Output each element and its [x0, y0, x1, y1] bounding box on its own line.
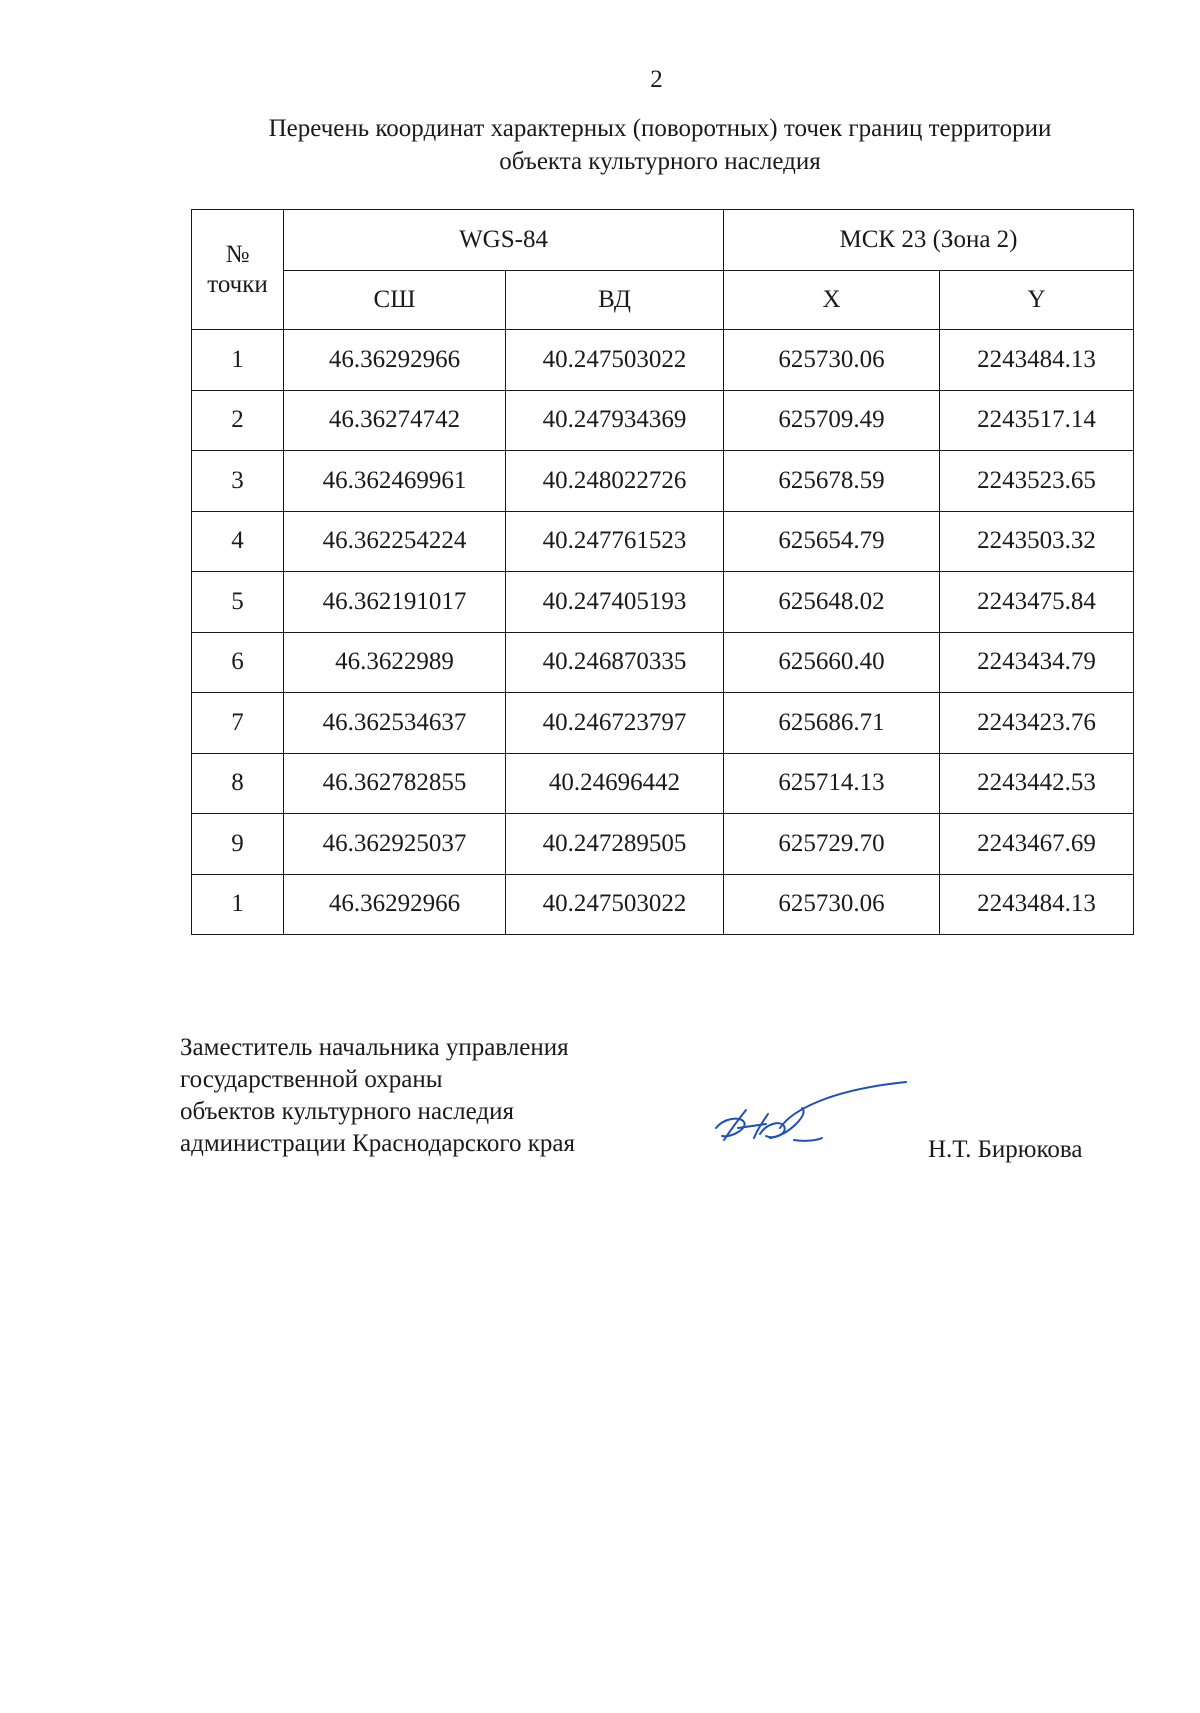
point-number-cell: 3: [192, 451, 284, 512]
x-cell: 625729.70: [724, 814, 940, 875]
table-row: [192, 511, 1134, 572]
y-cell: 2243523.65: [940, 451, 1134, 512]
x-cell: 625714.13: [724, 753, 940, 814]
point-number-cell: 4: [192, 511, 284, 572]
y-cell: 2243484.13: [940, 330, 1134, 391]
table-row: [192, 330, 1134, 391]
point-number-header: [192, 210, 284, 330]
x-cell: 625730.06: [724, 874, 940, 935]
latitude-cell: 46.362782855: [284, 753, 506, 814]
table-row: [192, 632, 1134, 693]
longitude-cell: 40.247405193: [506, 572, 724, 633]
y-cell: 2243503.32: [940, 511, 1134, 572]
x-cell: 625678.59: [724, 451, 940, 512]
latitude-header: СШ: [284, 271, 506, 330]
longitude-cell: 40.246870335: [506, 632, 724, 693]
x-cell: 625730.06: [724, 330, 940, 391]
table-row: [192, 390, 1134, 451]
point-number-cell: 8: [192, 753, 284, 814]
table-row: [192, 693, 1134, 754]
signatory-name: Н.Т. Бирюкова: [928, 1136, 1083, 1163]
longitude-header: ВД: [506, 271, 724, 330]
latitude-cell: 46.36292966: [284, 330, 506, 391]
signatory-position-line-1: Заместитель начальника управления: [180, 1034, 569, 1061]
wgs84-group-header: WGS-84: [284, 210, 724, 271]
page-number: 2: [650, 66, 663, 93]
longitude-cell: 40.247503022: [506, 874, 724, 935]
table-row: [192, 753, 1134, 814]
y-cell: 2243467.69: [940, 814, 1134, 875]
point-number-cell: 1: [192, 330, 284, 391]
table-row: [192, 814, 1134, 875]
point-number-cell: 5: [192, 572, 284, 633]
table-header-row: [192, 210, 1134, 271]
document-title-line-2: объекта культурного наследия: [499, 148, 821, 175]
point-number-cell: 2: [192, 390, 284, 451]
table-subheader-row: [192, 271, 1134, 330]
x-cell: 625660.40: [724, 632, 940, 693]
y-cell: 2243517.14: [940, 390, 1134, 451]
latitude-cell: 46.36274742: [284, 390, 506, 451]
latitude-cell: 46.362469961: [284, 451, 506, 512]
longitude-cell: 40.247934369: [506, 390, 724, 451]
coordinates-table: [191, 209, 1134, 935]
y-cell: 2243423.76: [940, 693, 1134, 754]
point-number-header-line-1: №: [225, 240, 250, 268]
y-cell: 2243475.84: [940, 572, 1134, 633]
document-title: [160, 112, 1160, 178]
signatory-position-line-4: администрации Краснодарского края: [180, 1130, 576, 1157]
longitude-cell: 40.247289505: [506, 814, 724, 875]
latitude-cell: 46.3622989: [284, 632, 506, 693]
latitude-cell: 46.362534637: [284, 693, 506, 754]
latitude-cell: 46.362925037: [284, 814, 506, 875]
longitude-cell: 40.246723797: [506, 693, 724, 754]
point-number-cell: 9: [192, 814, 284, 875]
x-cell: 625709.49: [724, 390, 940, 451]
document-title-line-1: Перечень координат характерных (поворотных) точек границ территории: [268, 115, 1052, 142]
x-cell: 625654.79: [724, 511, 940, 572]
point-number-cell: 1: [192, 874, 284, 935]
x-cell: 625648.02: [724, 572, 940, 633]
y-cell: 2243434.79: [940, 632, 1134, 693]
x-header: X: [724, 271, 940, 330]
latitude-cell: 46.362191017: [284, 572, 506, 633]
longitude-cell: 40.247761523: [506, 511, 724, 572]
point-number-header-line-2: точки: [207, 270, 268, 298]
latitude-cell: 46.36292966: [284, 874, 506, 935]
longitude-cell: 40.248022726: [506, 451, 724, 512]
signatory-position-line-3: объектов культурного наследия: [180, 1098, 514, 1125]
latitude-cell: 46.362254224: [284, 511, 506, 572]
point-number-cell: 6: [192, 632, 284, 693]
msk23-group-header: МСК 23 (Зона 2): [724, 210, 1134, 271]
signatory-position: [180, 1032, 575, 1160]
handwritten-signature: [710, 1080, 910, 1170]
y-cell: 2243442.53: [940, 753, 1134, 814]
x-cell: 625686.71: [724, 693, 940, 754]
longitude-cell: 40.247503022: [506, 330, 724, 391]
signatory-position-line-2: государственной охраны: [180, 1066, 443, 1093]
table-row: [192, 874, 1134, 935]
point-number-cell: 7: [192, 693, 284, 754]
table-row: [192, 451, 1134, 512]
longitude-cell: 40.24696442: [506, 753, 724, 814]
table-row: [192, 572, 1134, 633]
y-cell: 2243484.13: [940, 874, 1134, 935]
y-header: Y: [940, 271, 1134, 330]
